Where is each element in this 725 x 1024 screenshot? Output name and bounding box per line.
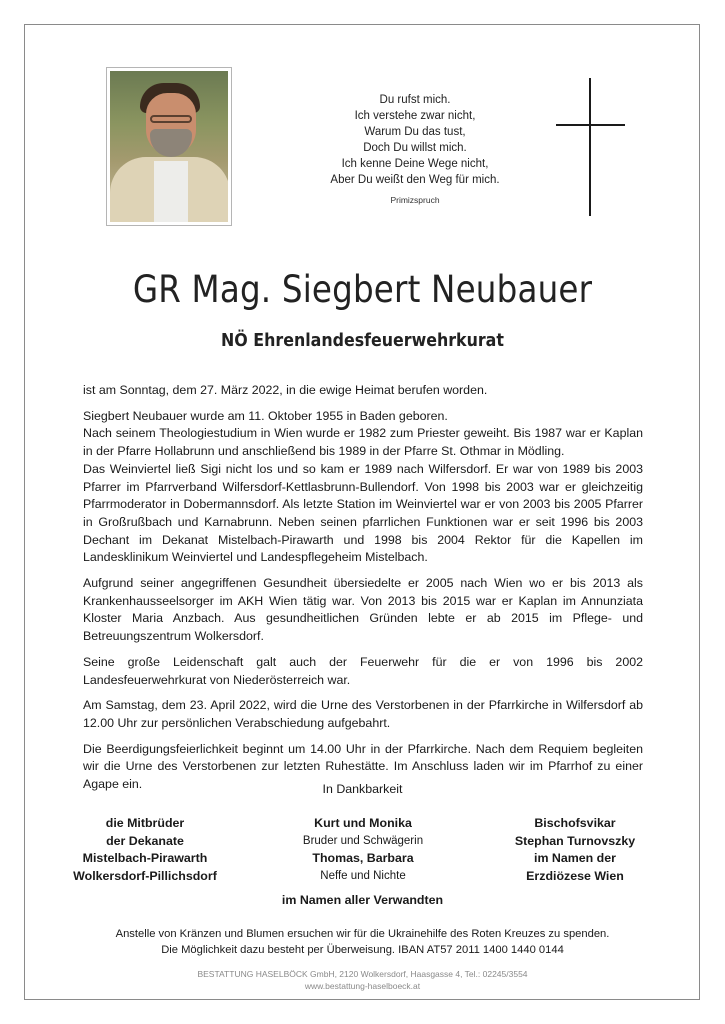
poem-line: Aber Du weißt den Weg für mich. bbox=[330, 174, 500, 186]
mourners-middle bbox=[273, 815, 453, 885]
portrait-photo bbox=[106, 67, 232, 226]
deceased-title: NÖ Ehrenlandesfeuerwehrkurat bbox=[221, 330, 504, 351]
notice-line: Anstelle von Kränzen und Blumen ersuchen wir für die Ukrainehilfe des Roten Kreuzes zu spenden. bbox=[115, 928, 610, 940]
footer-website: www.bestattung-haselboeck.at bbox=[304, 981, 421, 991]
mourner-line: die Mitbrüder bbox=[105, 816, 185, 830]
donation-notice bbox=[0, 927, 725, 958]
poem-line: Du rufst mich. bbox=[379, 94, 451, 106]
poem-source: Primizspruch bbox=[390, 195, 440, 205]
mourner-line: im Namen der bbox=[534, 851, 616, 865]
poem-line: Warum Du das tust, bbox=[364, 126, 466, 138]
mourner-name: Kurt und Monika bbox=[314, 816, 412, 830]
cross-icon-bar bbox=[556, 124, 625, 126]
mourners-left bbox=[60, 815, 230, 885]
relatives-line: im Namen aller Verwandten bbox=[281, 893, 444, 907]
poem bbox=[290, 92, 540, 208]
mourner-line: der Dekanate bbox=[106, 833, 184, 848]
poem-line: Ich verstehe zwar nicht, bbox=[354, 110, 476, 122]
funeral-paragraph: Die Beerdigungsfeierlichkeit beginnt um 14.00 Uhr in der Pfarrkirche. Nach dem Requiem begleiten wir die Urne des Verstorbenen zur letzten Ruhestätte. Im Anschluss laden wir im Pfarrhof zu einer Agape ein. bbox=[83, 741, 643, 792]
notice-line: Die Möglichkeit dazu besteht per Überweisung. IBAN AT57 2011 1400 1440 0144 bbox=[161, 943, 564, 956]
poem-line: Ich kenne Deine Wege nicht, bbox=[341, 158, 489, 170]
mourner-line: Wolkersdorf-Pillichsdorf bbox=[73, 868, 217, 883]
mourner-relation: Bruder und Schwägerin bbox=[302, 834, 424, 847]
mourner-line: Mistelbach-Pirawarth bbox=[82, 851, 208, 865]
viewing-paragraph: Am Samstag, dem 23. April 2022, wird die Urne des Verstorbenen in der Pfarrkirche in Wilfersdorf ab 12.00 Uhr zur persönlichen Verabschiedung aufgebahrt. bbox=[83, 698, 643, 730]
footer bbox=[0, 968, 725, 992]
mourner-relation: Neffe und Nichte bbox=[320, 869, 406, 882]
mourners-right bbox=[490, 815, 660, 885]
mourner-line: Stephan Turnovszky bbox=[514, 833, 636, 848]
deceased-name: GR Mag. Siegbert Neubauer bbox=[132, 268, 593, 311]
mourner-line: Erzdiözese Wien bbox=[526, 868, 624, 883]
poem-line: Doch Du willst mich. bbox=[363, 142, 467, 154]
illness-paragraph: Aufgrund seiner angegriffenen Gesundheit übersiedelte er 2005 nach Wien wo er bis 2013 als Krankenhausseelsorger im AKH Wien tätig war. Von 2013 bis 2015 war er Kaplan im Annunziata Kloster Maria Anzbach. Aus gesundheitlichen Gründen lebte er ab 2015 im Pflege- und Betreuungszentrum Wolkersdorf. bbox=[83, 576, 643, 644]
firefighter-paragraph: Seine große Leidenschaft galt auch der Feuerwehr für die er von 1996 bis 2002 Landesfeuerwehrkurat von Niederösterreich war. bbox=[83, 654, 643, 687]
intro-paragraph: ist am Sonntag, dem 27. März 2022, in die ewige Heimat berufen worden. bbox=[83, 383, 488, 397]
mourner-line: Bischofsvikar bbox=[534, 816, 616, 830]
cross-icon bbox=[589, 78, 591, 216]
obituary-text bbox=[83, 382, 643, 794]
mourner-name: Thomas, Barbara bbox=[312, 851, 414, 865]
biography-paragraph: Siegbert Neubauer wurde am 11. Oktober 1955 in Baden geboren. Nach seinem Theologiestudium in Wien wurde er 1982 zum Priester geweiht. Bis 1987 war er Kaplan in der Pfarre Hollabrunn und anschließend bis 1989 in der Pfarre St. Othmar in Mödling. Das Weinviertel ließ Sigi nicht los und so kam er 1989 nach Wilfersdorf. Er war von 1989 bis 2003 Pfarrer im Pfarrverband Wilfersdorf-Kettlasbrunn-Bullendorf. Von 1998 bis 2003 war er gleichzeitig Pfarrmoderator in Dobermannsdorf. Als letzte Station im Weinviertel war er von 2003 bis 2005 Pfarrer in Großrußbach und Karnabrunn. Neben seinen pfarrlichen Funktionen war er seit 1996 bis 2003 Dechant im Dekanat Mistelbach-Pirawarth und 1998 bis 2004 Rektor für die Kapellen im Landesklinikum Weinviertel und Landespflegeheim Mistelbach. bbox=[83, 408, 643, 565]
thanks-line: In Dankbarkeit bbox=[322, 782, 403, 796]
footer-company: BESTATTUNG HASELBÖCK GmbH, 2120 Wolkersdorf, Haasgasse 4, Tel.: 02245/3554 bbox=[197, 969, 528, 979]
